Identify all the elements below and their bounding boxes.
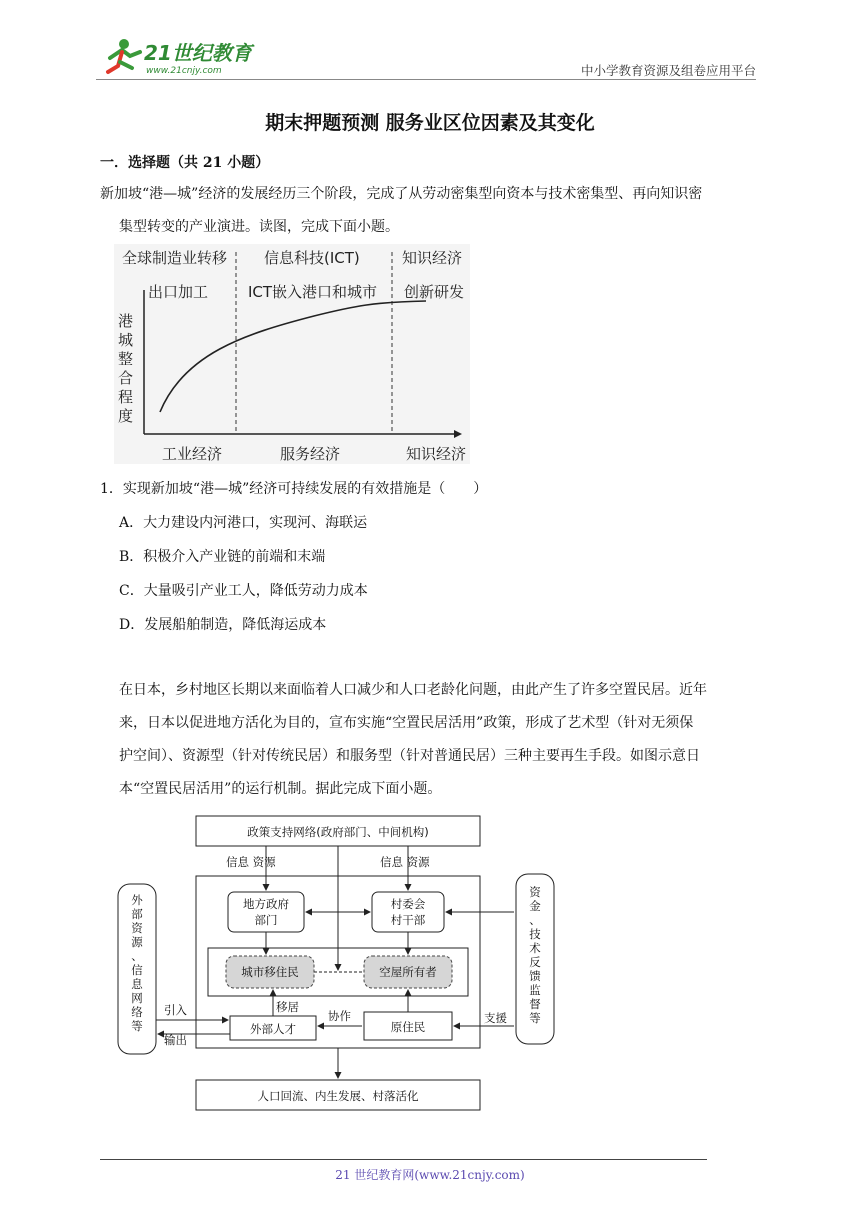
output-label: 输出 [164,1033,187,1047]
option-d[interactable]: D．发展船舶制造，降低海运成本 [119,617,327,633]
svg-text:信: 信 [131,963,143,977]
page-title: 期末押题预测 服务业区位因素及其变化 [265,112,595,134]
introduce-label: 引入 [164,1003,187,1017]
figure-vacant-house-mechanism [116,814,556,1114]
svg-text:外: 外 [131,893,143,907]
svg-text:馈: 馈 [529,969,541,983]
sub-label: ICT嵌入港口和城市 [248,283,378,301]
header-divider [96,79,756,80]
site-name: 中小学教育资源及组卷应用平台 [580,63,756,78]
svg-text:度: 度 [118,407,134,425]
svg-text:资: 资 [529,885,541,899]
svg-text:资: 资 [131,921,143,935]
svg-text:原住民: 原住民 [390,1020,426,1034]
svg-text:村委会: 村委会 [390,897,426,911]
footer-divider [100,1159,707,1160]
y-axis-label [118,312,133,425]
svg-text:技: 技 [529,927,541,941]
option-b[interactable]: B．积极介入产业链的前端和末端 [119,549,326,565]
svg-text:息: 息 [131,977,143,991]
option-c[interactable]: C．大量吸引产业工人，降低劳动力成本 [119,583,368,599]
option-a[interactable]: A．大力建设内河港口，实现河、海联运 [119,515,368,531]
svg-text:城市移住民: 城市移住民 [241,965,299,979]
svg-text:、: 、 [131,949,143,963]
passage-1-line: 集型转变的产业演进。读图，完成下面小题。 [119,219,399,235]
svg-text:督: 督 [529,997,541,1011]
site-logo [96,36,261,78]
footer-link[interactable]: 21 世纪教育网(www.21cnjy.com) [335,1168,525,1182]
svg-text:政策支持网络(政府部门、中间机构): 政策支持网络(政府部门、中间机构) [247,825,429,839]
svg-text:等: 等 [131,1019,143,1033]
svg-text:整: 整 [118,350,134,368]
sub-label: 出口加工 [148,283,209,301]
svg-text:反: 反 [529,955,541,969]
top-label: 全球制造业转移 [122,249,228,267]
svg-text:合: 合 [118,369,134,387]
svg-text:源: 源 [131,935,143,949]
move-label: 移居 [276,1000,299,1014]
passage-2-line: 护空间）、资源型（针对传统民居）和服务型（针对普通民居）三种主要再生手段。如图示意日 [119,748,700,764]
coop-label: 协作 [328,1009,351,1023]
svg-text:部: 部 [131,907,143,921]
passage-2 [119,674,764,806]
svg-text:程: 程 [118,388,134,406]
svg-text:监: 监 [529,983,541,997]
svg-text:部门: 部门 [254,913,278,927]
sub-label: 创新研发 [404,283,465,301]
svg-text:港: 港 [118,312,134,330]
svg-text:等: 等 [529,1011,541,1025]
svg-text:人口回流、内生发展、村落活化: 人口回流、内生发展、村落活化 [257,1089,419,1103]
top-label: 信息科技(ICT) [264,249,360,267]
passage-2-line: 本“空置民居活用”的运行机制。据此完成下面小题。 [119,781,442,797]
figure-port-city-chart [114,244,470,464]
passage-1 [100,178,765,244]
bottom-label: 服务经济 [280,445,341,463]
passage-2-line: 来，日本以促进地方活化为目的，宣布实施“空置民居活用”政策，形成了艺术型（针对无须保 [119,715,694,731]
info-resource-label: 信息 资源 [226,855,276,869]
svg-text:地方政府: 地方政府 [243,897,289,911]
passage-1-line: 新加坡“港—城”经济的发展经历三个阶段，完成了从劳动密集型向资本与技术密集型、再向知识密 [100,186,703,202]
logo-url: www.21cnjy.com [146,66,222,76]
svg-text:、: 、 [529,913,541,927]
svg-text:空屋所有者: 空屋所有者 [379,965,437,979]
bottom-label: 知识经济 [406,445,467,463]
svg-text:外部人才: 外部人才 [250,1022,296,1036]
svg-text:术: 术 [529,941,541,955]
top-label: 知识经济 [402,249,463,267]
question-1-stem: 1．实现新加坡“港—城”经济可持续发展的有效措施是（ ） [100,481,488,497]
bottom-label: 工业经济 [162,445,223,463]
logo-text: 21世纪教育 [144,41,252,65]
svg-text:络: 络 [131,1005,143,1019]
svg-text:网: 网 [131,991,143,1005]
passage-2-line: 在日本，乡村地区长期以来面临着人口减少和人口老龄化问题，由此产生了许多空置民居。近年 [119,682,707,698]
svg-text:城: 城 [118,331,134,349]
runner-icon [108,39,140,72]
support-label: 支援 [484,1011,507,1025]
info-resource-label: 信息 资源 [380,855,430,869]
section-heading: 一．选择题（共 21 小题） [100,155,270,171]
svg-text:金: 金 [529,899,541,913]
svg-text:村干部: 村干部 [390,913,426,927]
